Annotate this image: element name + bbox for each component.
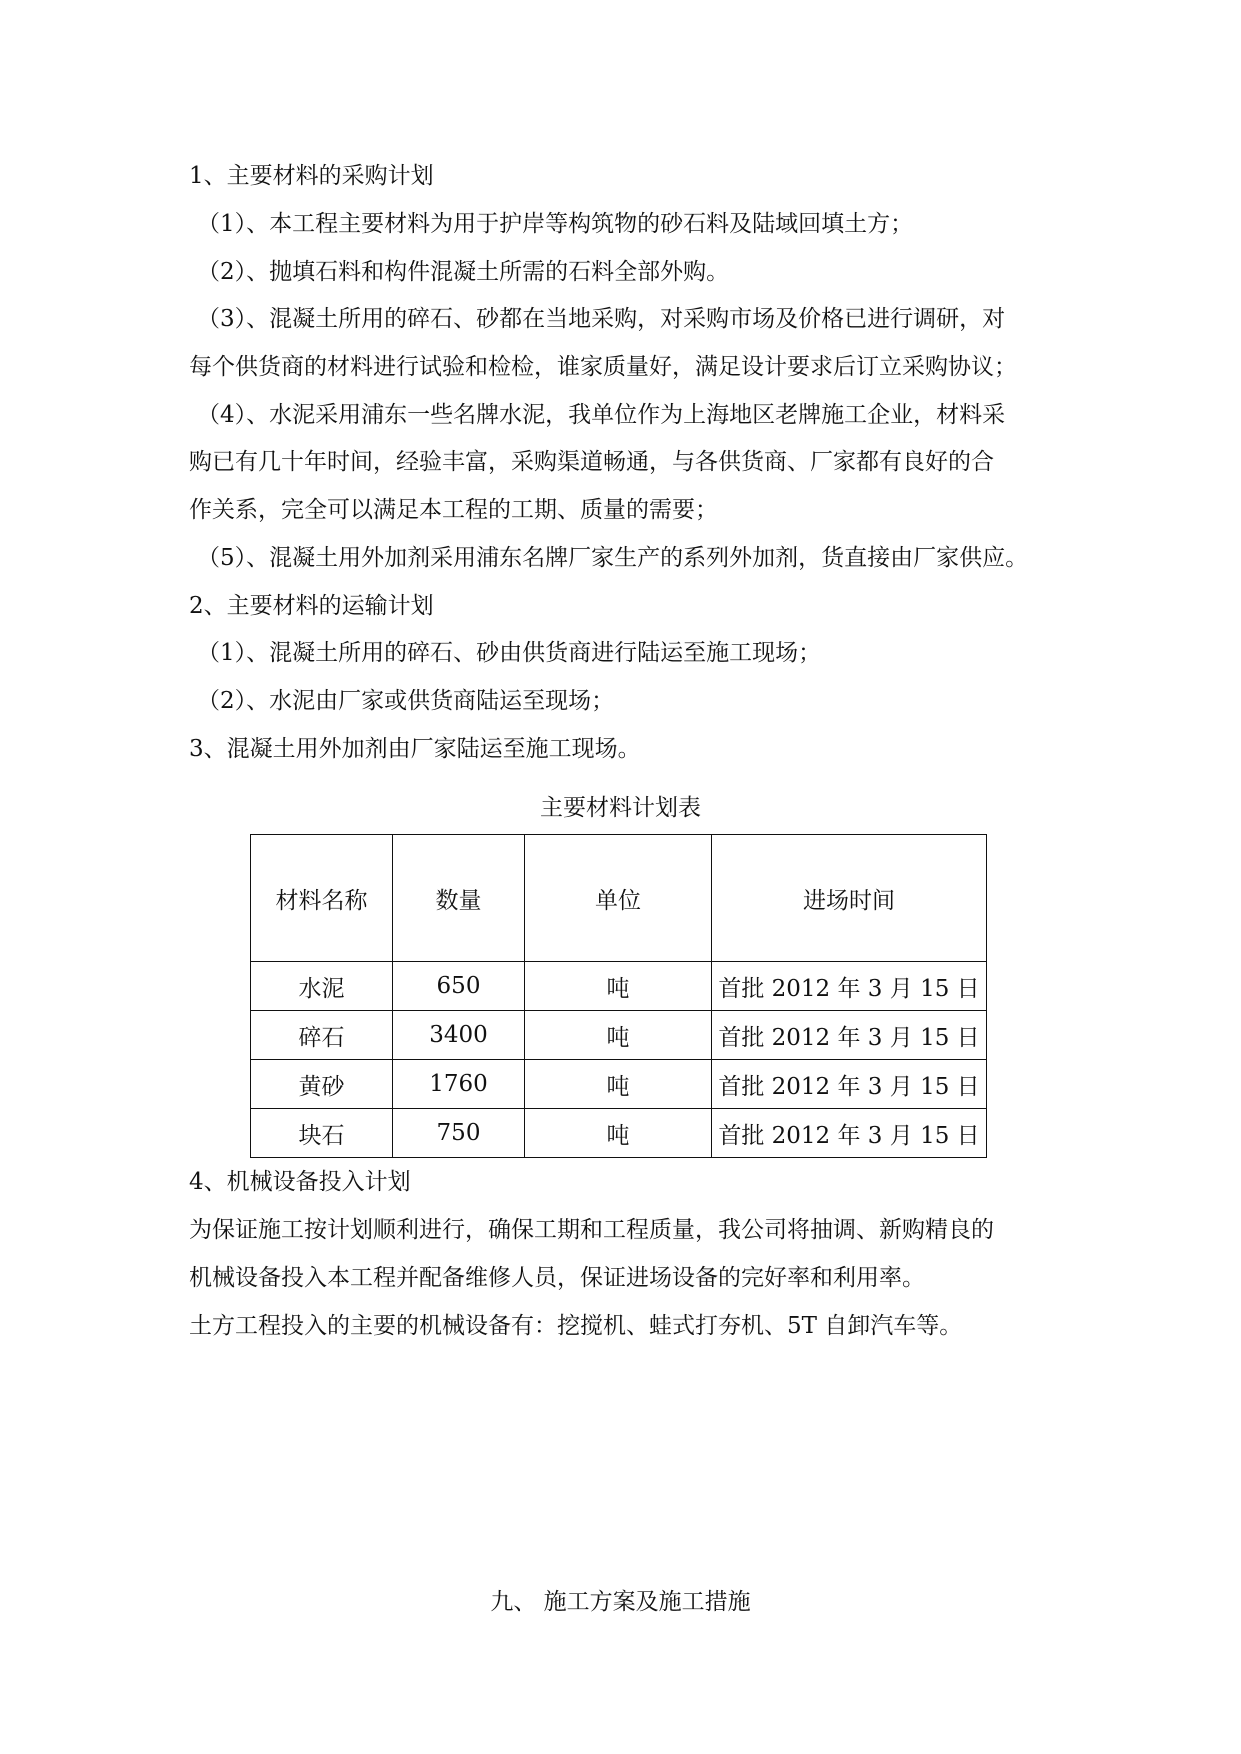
section-heading: 九、 施工方案及施工措施: [490, 1589, 751, 1615]
table-cell: 吨: [525, 1011, 712, 1060]
table-cell: 650: [393, 962, 525, 1011]
table-header-cell: 数量: [393, 835, 525, 962]
paragraph-local-purchase-line1: （3）、混凝土所用的碎石、砂都在当地采购，对采购市场及价格已进行调研，对: [197, 306, 1006, 332]
table-cell: 块石: [251, 1109, 393, 1158]
heading-transport-plan: 2、主要材料的运输计划: [189, 593, 434, 619]
table-cell: 首批 2012 年 3 月 15 日: [712, 1109, 987, 1158]
heading-equipment-plan: 4、机械设备投入计划: [189, 1169, 411, 1195]
paragraph-admixture: （5）、混凝土用外加剂采用浦东名牌厂家生产的系列外加剂，货直接由厂家供应。: [197, 545, 1029, 571]
table-cell: 3400: [393, 1011, 525, 1060]
paragraph-earthwork-equipment: 土方工程投入的主要的机械设备有：挖搅机、蛙式打夯机、5T 自卸汽车等。: [189, 1313, 963, 1339]
table-cell: 碎石: [251, 1011, 393, 1060]
paragraph-cement-line2: 购已有几十年时间，经验丰富，采购渠道畅通，与各供货商、厂家都有良好的合: [189, 449, 994, 475]
table-row: [251, 1060, 987, 1109]
paragraph-cement-line1: （4）、水泥采用浦东一些名牌水泥，我单位作为上海地区老牌施工企业，材料采: [197, 402, 1006, 428]
table-cell: 首批 2012 年 3 月 15 日: [712, 1011, 987, 1060]
table-cell: 1760: [393, 1060, 525, 1109]
table-cell: 水泥: [251, 962, 393, 1011]
table-cell: 吨: [525, 1109, 712, 1158]
table-cell: 首批 2012 年 3 月 15 日: [712, 962, 987, 1011]
table-row: [251, 1011, 987, 1060]
paragraph-stone-purchase: （2）、抛填石料和构件混凝土所需的石料全部外购。: [197, 259, 730, 285]
table-header-cell: 材料名称: [251, 835, 393, 962]
table-row: [251, 962, 987, 1011]
table-cell: 黄砂: [251, 1060, 393, 1109]
paragraph-local-purchase-line2: 每个供货商的材料进行试验和检检，谁家质量好，满足设计要求后订立采购协议；: [189, 354, 1017, 380]
paragraph-equipment-line2: 机械设备投入本工程并配备维修人员，保证进场设备的完好率和利用率。: [189, 1265, 925, 1291]
table-header-cell: 进场时间: [712, 835, 987, 962]
heading-procurement-plan: 1、主要材料的采购计划: [189, 163, 434, 189]
table-cell: 首批 2012 年 3 月 15 日: [712, 1060, 987, 1109]
table-cell: 750: [393, 1109, 525, 1158]
paragraph-equipment-line1: 为保证施工按计划顺利进行，确保工期和工程质量，我公司将抽调、新购精良的: [189, 1217, 994, 1243]
paragraph-gravel-transport: （1）、混凝土所用的碎石、砂由供货商进行陆运至施工现场；: [197, 640, 822, 666]
table-row: [251, 1109, 987, 1158]
table-cell: 吨: [525, 1060, 712, 1109]
table-header-row: [251, 835, 987, 962]
paragraph-cement-transport: （2）、水泥由厂家或供货商陆运至现场；: [197, 688, 615, 714]
materials-plan-table: [250, 834, 987, 1158]
table-title: 主要材料计划表: [540, 795, 701, 821]
paragraph-main-materials: （1）、本工程主要材料为用于护岸等构筑物的砂石料及陆域回填土方；: [197, 211, 914, 237]
paragraph-cement-line3: 作关系，完全可以满足本工程的工期、质量的需要；: [189, 497, 718, 523]
paragraph-admixture-transport: 3、混凝土用外加剂由厂家陆运至施工现场。: [189, 736, 641, 762]
table-cell: 吨: [525, 962, 712, 1011]
table-header-cell: 单位: [525, 835, 712, 962]
